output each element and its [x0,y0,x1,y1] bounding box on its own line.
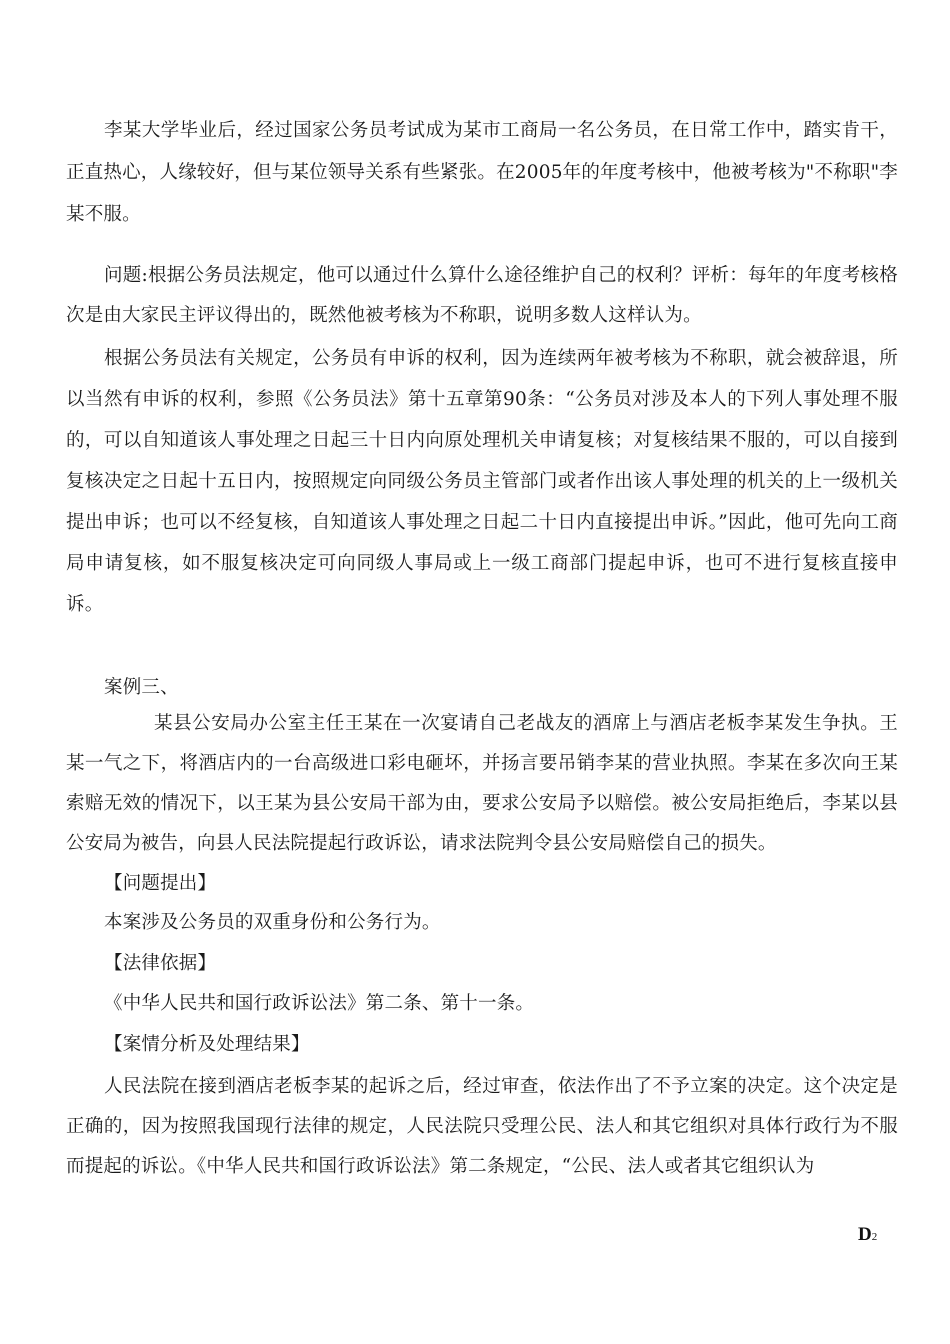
paragraph-case-background: 李某大学毕业后，经过国家公务员考试成为某市工商局一名公务员，在日常工作中，踏实肯干，正直热心，人缘较好，但与某位领导关系有些紧张。在2005年的年度考核中，他被考核为"不称职"李某不服。 [66,120,899,225]
page-number-sub: 2 [871,1231,878,1243]
paragraph-case-analysis: 人民法院在接到酒店老板李某的起诉之后，经过审查，依法作出了不予立案的决定。这个决定是正确的，因为按照我国现行法律的规定，人民法院只受理公民、法人和其它组织对具体行政行为不服而提起的诉讼。《中华人民共和国行政诉讼法》第二条规定，“公民、法人或者其它组织认为 [66,1076,898,1177]
paragraph-case-three-facts: 某县公安局办公室主任王某在一次宴请自己老战友的酒席上与酒店老板李某发生争执。王某一气之下，将酒店内的一台高级进口彩电砸坏，并扬言要吊销李某的营业执照。李某在多次向王某索赔无效的情况下，以王某为县公安局干部为由，要求公安局予以赔偿。被公安局拒绝后，李某以县公安局为被告，向县人民法院提起行政诉讼，请求法院判令县公安局赔偿自己的损失。 [66,713,898,854]
paragraph-appeal-rights: 根据公务员法有关规定，公务员有申诉的权利，因为连续两年被考核为不称职，就会被辞退，所以当然有申诉的权利，参照《公务员法》第十五章第90条：“公务员对涉及本人的下列人事处理不服的，可以自知道该人事处理之日起三十日内向原处理机关申请复核；对复核结果不服的，可以自接到复核决定之日起十五日内，按照规定向同级公务员主管部门或者作出该人事处理的机关的上一级机关提出申诉；也可以不经复核，自知道该人事处理之日起二十日内直接提出申诉。”因此，他可先向工商局申请复核，如不服复核决定可向同级人事局或上一级工商部门提起申诉，也可不进行复核直接申诉。 [66,348,898,615]
paragraph-question-analysis: 问题:根据公务员法规定，他可以通过什么算什么途径维护自己的权利？评析：每年的年度考核格次是由大家民主评议得出的，既然他被考核为不称职，说明多数人这样认为。 [66,265,898,326]
heading-case-analysis: 【案情分析及处理结果】 [104,1034,310,1055]
section-heading-case-three: 案例三、 [104,677,179,698]
paragraph-legal-basis: 《中华人民共和国行政诉讼法》第二条、第十一条。 [104,993,535,1014]
heading-legal-basis: 【法律依据】 [104,953,217,974]
page-number-main: D [858,1224,872,1245]
heading-question-raised: 【问题提出】 [104,873,217,894]
page-number [858,1224,877,1246]
paragraph-question-content: 本案涉及公务员的双重身份和公务行为。 [104,912,441,933]
